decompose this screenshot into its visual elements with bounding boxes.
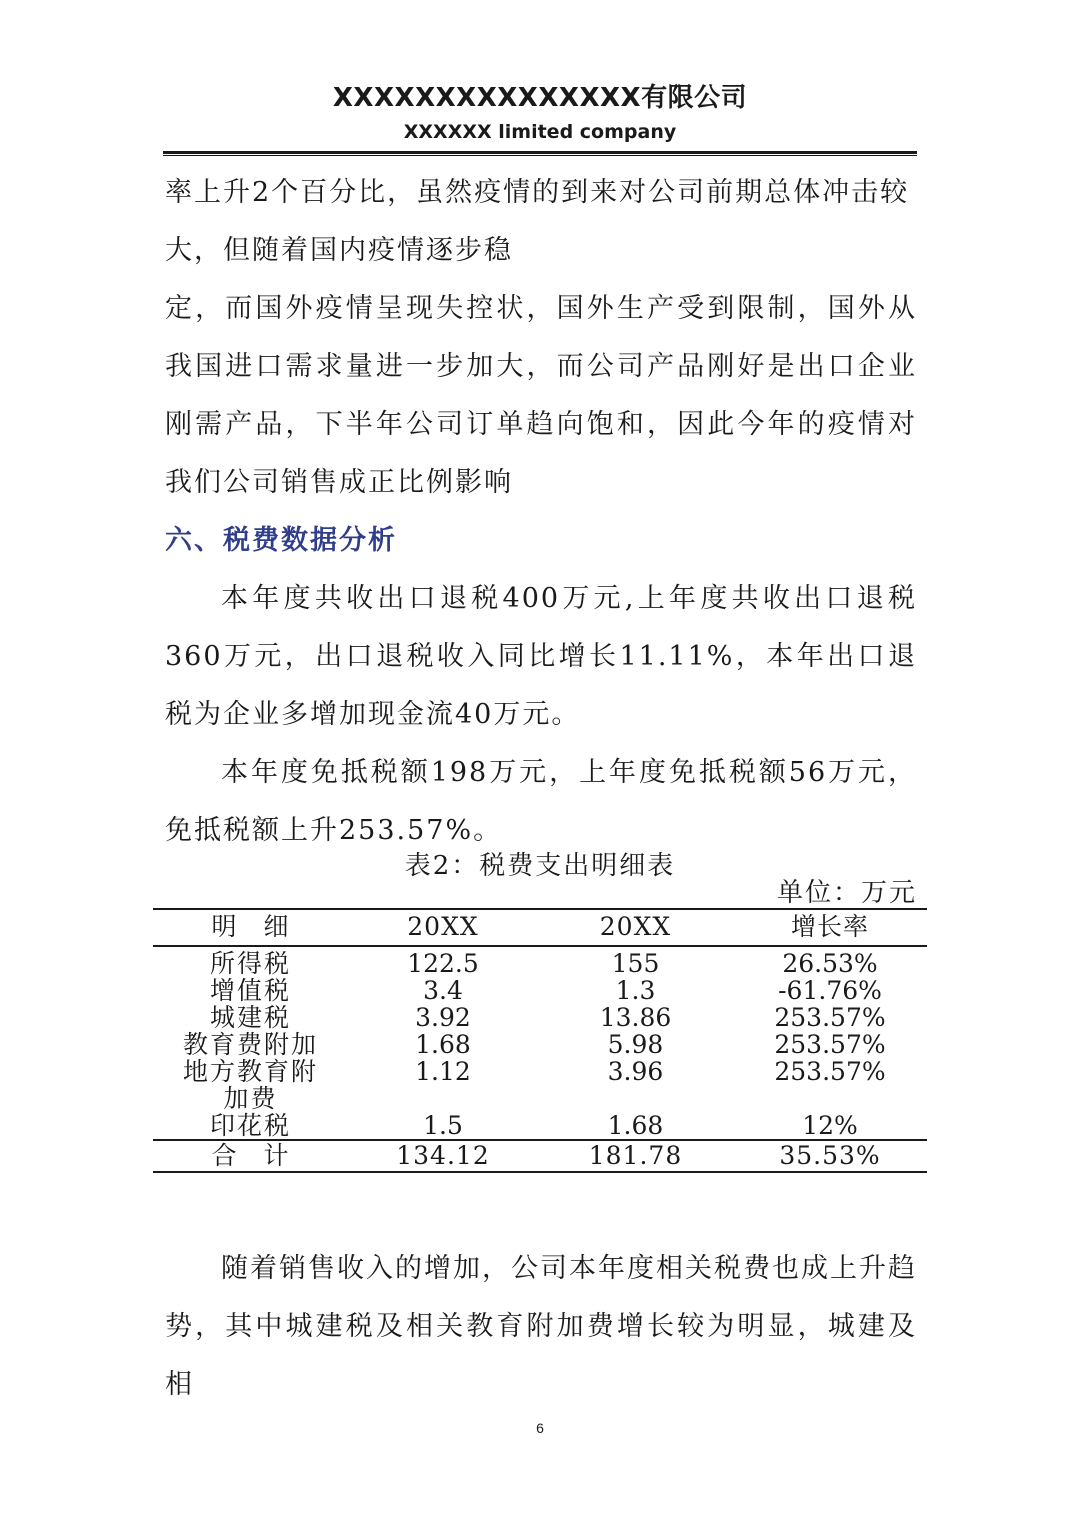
row-name: 印花税 bbox=[209, 1111, 291, 1140]
header-year-2: 20XX bbox=[599, 912, 672, 941]
header-year-1: 20XX bbox=[407, 912, 479, 941]
row-value-2: 1.3 bbox=[615, 976, 656, 1005]
row-value-2: 5.98 bbox=[607, 1030, 664, 1059]
table-unit: 单位：万元 bbox=[776, 878, 917, 908]
paragraph-export-refund: 本年度共收出口退税400万元,上年度共收出口退税360万元，出口退税收入同比增长11.11%，本年出口退税为企业多增加现金流40万元。 bbox=[165, 583, 917, 730]
paragraph-tax-trend: 随着销售收入的增加，公司本年度相关税费也成上升趋势，其中城建税及相关教育附加费增长较为明显，城建及相 bbox=[165, 1253, 917, 1400]
row-name: 增值税 bbox=[209, 976, 291, 1005]
row-value-1: 3.4 bbox=[423, 976, 463, 1005]
paragraph-continued-2: 定，而国外疫情呈现失控状，国外生产受到限制，国外从我国进口需求量进一步加大，而公司产品刚好是出口企业刚需产品，下半年公司订单趋向饱和，因此今年的疫情对我们公司销售成正比例影响 bbox=[165, 293, 917, 498]
row-value-2: 1.68 bbox=[607, 1111, 664, 1140]
row-growth: -61.76% bbox=[778, 976, 882, 1005]
table-row bbox=[153, 1004, 927, 1031]
row-growth: 253.57% bbox=[774, 1030, 886, 1059]
table-total-row bbox=[153, 1140, 927, 1172]
company-name-cn: XXXXXXXXXXXXXXX有限公司 bbox=[332, 83, 748, 113]
header-divider bbox=[163, 151, 917, 156]
table-caption: 表2：税费支出明细表 bbox=[404, 851, 676, 881]
table-row bbox=[153, 1031, 927, 1058]
row-value-1: 3.92 bbox=[415, 1003, 471, 1032]
body-text-bottom bbox=[165, 1240, 917, 1414]
page-header bbox=[163, 80, 917, 146]
body-text-top bbox=[165, 164, 917, 860]
total-label: 合 计 bbox=[211, 1141, 290, 1170]
row-value-1: 1.5 bbox=[423, 1111, 463, 1140]
row-growth: 253.57% bbox=[774, 1057, 886, 1086]
row-value-1: 1.68 bbox=[415, 1030, 471, 1059]
total-value-1: 134.12 bbox=[396, 1141, 490, 1170]
table-row bbox=[153, 946, 927, 977]
row-name: 城建税 bbox=[209, 1003, 291, 1032]
table-row bbox=[153, 1058, 927, 1112]
row-growth: 12% bbox=[802, 1111, 858, 1140]
tax-detail-table bbox=[153, 908, 927, 1173]
row-value-1: 122.5 bbox=[407, 949, 479, 978]
row-value-2: 3.96 bbox=[607, 1057, 664, 1086]
total-value-2: 181.78 bbox=[588, 1141, 683, 1170]
table-row bbox=[153, 1112, 927, 1140]
row-growth: 253.57% bbox=[774, 1003, 886, 1032]
total-growth: 35.53% bbox=[779, 1141, 881, 1170]
row-name: 所得税 bbox=[209, 949, 291, 978]
section-heading: 六、税费数据分析 bbox=[165, 525, 397, 556]
company-name-en: XXXXXX limited company bbox=[403, 121, 677, 143]
table-row bbox=[153, 977, 927, 1004]
page-number: 6 bbox=[536, 1420, 544, 1436]
row-value-2: 155 bbox=[611, 949, 660, 978]
row-growth: 26.53% bbox=[782, 949, 878, 978]
row-value-2: 13.86 bbox=[599, 1003, 672, 1032]
row-name: 地方教育附加费 bbox=[182, 1057, 318, 1113]
header-detail: 明 细 bbox=[211, 912, 290, 941]
header-growth: 增长率 bbox=[790, 912, 869, 941]
row-name: 教育费附加 bbox=[182, 1030, 318, 1059]
paragraph-continued: 率上升2个百分比，虽然疫情的到来对公司前期总体冲击较大，但随着国内疫情逐步稳 bbox=[165, 177, 910, 266]
row-value-1: 1.12 bbox=[415, 1057, 471, 1086]
table-header-row bbox=[153, 909, 927, 946]
paragraph-exemption: 本年度免抵税额198万元，上年度免抵税额56万元，免抵税额上升253.57%。 bbox=[165, 757, 917, 846]
